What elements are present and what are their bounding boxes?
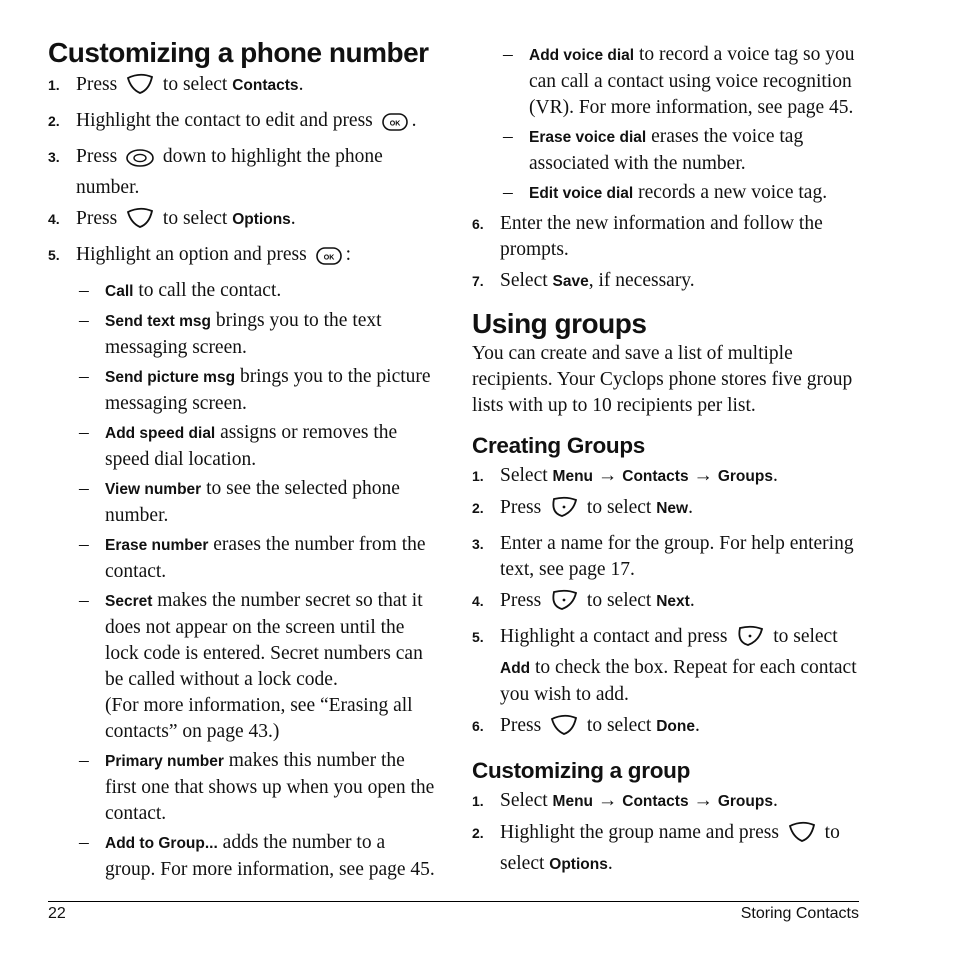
group-step-1: 1. Select Menu → Contacts → Groups.	[472, 790, 778, 811]
step-7: 7. Select Save, if necessary.	[472, 270, 695, 291]
svg-text:OK: OK	[389, 120, 400, 128]
left-softkey-icon	[550, 589, 578, 619]
create-step-3: 3. Enter a name for the group. For help entering text, see page 17.	[472, 533, 854, 580]
subsection-title-customizing-group: Customizing a group	[472, 758, 691, 783]
left-column	[48, 37, 440, 888]
customize-number-steps-continued	[472, 211, 864, 295]
option-add-speed-dial: – Add speed dial assigns or removes the speed dial location.	[79, 422, 398, 470]
option-list	[76, 278, 440, 883]
ok-key-icon	[316, 247, 342, 273]
option-call: – Call to call the contact.	[79, 280, 282, 301]
step-5: 5. Highlight an option and press OK : – Call to call the contact. – Send text msg brings you to the text messaging screen. – Send picture msg brings you to the picture messaging screen. – Add speed dial assigns or removes the speed dial location. – View number to see the selected phone number. – Erase number erases the number from the contact. – Secret makes the number secret so that it does not appear on the screen until the lock code is entered. Secret numbers can be called without a lock code. (For more information, see “Erasing all contacts” on page 43.) – Primary number makes this number the first one that shows up when you open the contact. – Add to Group... adds the number to a group. For more information, see page 45.	[48, 242, 440, 883]
step-2: 2. Highlight the contact to edit and press OK .	[48, 108, 440, 139]
option-secret: – Secret makes the number secret so that it does not appear on the screen until the lock code is entered. Secret numbers can be called without a lock code. (For more information, see “Erasing all contacts” on page 43.)	[79, 590, 423, 742]
option-edit-voice-dial: – Edit voice dial records a new voice tag.	[503, 182, 828, 203]
right-softkey-icon	[550, 714, 578, 744]
group-step-2: 2. Highlight the group name and press to select Options.	[472, 822, 840, 874]
groups-intro: You can create and save a list of multiple recipients. Your Cyclops phone stores five group lists with up to 10 recipients per list.	[472, 343, 853, 416]
creating-groups-steps	[472, 463, 864, 744]
customizing-group-steps	[472, 788, 864, 878]
section-title-using-groups: Using groups	[472, 308, 647, 339]
ok-key-icon	[382, 113, 408, 139]
nav-key-icon	[126, 149, 154, 175]
option-erase-number: – Erase number erases the number from the contact.	[79, 534, 426, 582]
create-step-5: 5. Highlight a contact and press to select Add to check the box. Repeat for each contact you wish to add.	[472, 626, 857, 705]
right-softkey-icon	[788, 821, 816, 851]
svg-text:OK: OK	[323, 254, 334, 262]
right-column	[472, 40, 864, 883]
left-softkey-icon	[736, 625, 764, 655]
customize-number-steps	[48, 72, 440, 883]
section-title-customizing-phone-number: Customizing a phone number	[48, 37, 429, 68]
step-3: 3. Press down to highlight the phone number.	[48, 146, 383, 198]
option-send-picture-msg: – Send picture msg brings you to the picture messaging screen.	[79, 366, 431, 414]
create-step-1: 1. Select Menu → Contacts → Groups.	[472, 465, 778, 486]
option-erase-voice-dial: – Erase voice dial erases the voice tag associated with the number.	[503, 126, 804, 174]
page-footer	[48, 901, 859, 922]
option-add-voice-dial: – Add voice dial to record a voice tag so you can call a contact using voice recognition (VR). For more information, see page 45.	[503, 44, 855, 118]
step-1: 1. Press to select Contacts.	[48, 72, 440, 103]
create-step-4: 4. Press to select Next.	[472, 588, 864, 619]
footer-section-title: Storing Contacts	[740, 905, 859, 922]
option-add-to-group: – Add to Group... adds the number to a group. For more information, see page 45.	[79, 832, 435, 880]
create-step-2: 2. Press to select New.	[472, 495, 864, 526]
option-send-text-msg: – Send text msg brings you to the text messaging screen.	[79, 310, 382, 358]
create-step-6: 6. Press to select Done.	[472, 713, 864, 744]
page-number: 22	[48, 905, 66, 922]
right-softkey-icon	[126, 207, 154, 237]
step-4: 4. Press to select Options.	[48, 206, 440, 237]
option-list-continued	[472, 42, 864, 207]
step-6: 6. Enter the new information and follow the prompts.	[472, 213, 823, 260]
right-softkey-icon	[126, 73, 154, 103]
option-primary-number: – Primary number makes this number the first one that shows up when you open the contact.	[79, 750, 435, 824]
subsection-title-creating-groups: Creating Groups	[472, 433, 646, 458]
secret-note: (For more information, see “Erasing all contacts” on page 43.)	[105, 695, 413, 742]
left-softkey-icon	[550, 496, 578, 526]
option-view-number: – View number to see the selected phone number.	[79, 478, 400, 526]
